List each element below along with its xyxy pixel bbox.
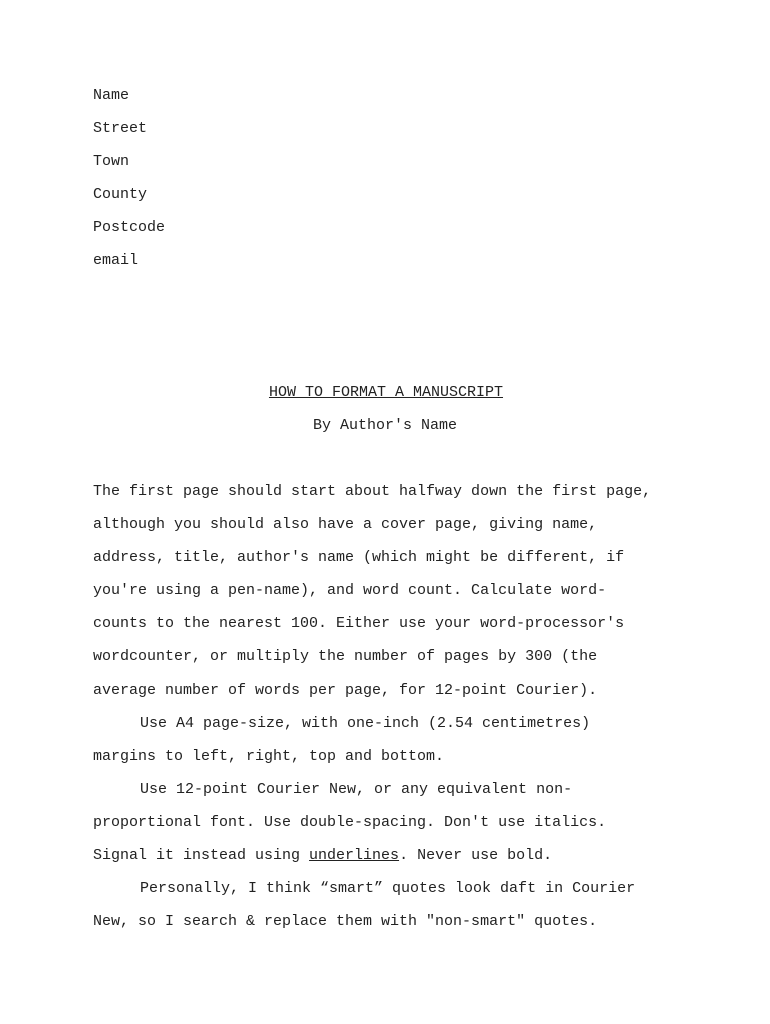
paragraph-line: you're using a pen-name), and word count. Calculate word- xyxy=(93,582,607,600)
title-block xyxy=(0,383,770,449)
text-run: Signal it instead using xyxy=(93,847,310,865)
address-email: email xyxy=(93,252,139,269)
author-byline: By Author's Name xyxy=(312,417,458,434)
paragraph-4 xyxy=(93,879,693,945)
paragraph-line: Use A4 page-size, with one-inch (2.54 centimetres) xyxy=(140,714,591,732)
paragraph-line: although you should also have a cover page, giving name, xyxy=(93,516,598,534)
underlined-word: underlines xyxy=(309,847,400,865)
address-name: Name xyxy=(93,87,130,104)
paragraph-line: margins to left, right, top and bottom. xyxy=(93,747,445,765)
address-postcode: Postcode xyxy=(93,219,166,236)
paragraph-2 xyxy=(93,714,693,780)
text-run: . Never use bold. xyxy=(399,847,553,865)
address-town: Town xyxy=(93,153,130,170)
paragraph-line: counts to the nearest 100. Either use your word-processor's xyxy=(93,615,625,633)
paragraph-line: address, title, author's name (which might be different, if xyxy=(93,549,625,567)
address-county: County xyxy=(93,186,148,203)
paragraph-line-with-underline xyxy=(93,846,693,879)
paragraph-line: Use 12-point Courier New, or any equivalent non- xyxy=(140,780,573,798)
paragraph-line: The first page should start about halfway down the first page, xyxy=(93,483,652,500)
paragraph-line: proportional font. Use double-spacing. Don't use italics. xyxy=(93,813,607,831)
manuscript-title: HOW TO FORMAT A MANUSCRIPT xyxy=(268,384,504,401)
paragraph-line: New, so I search & replace them with "non-smart" quotes. xyxy=(93,913,598,931)
paragraph-3 xyxy=(93,780,693,879)
paragraph-line: average number of words per page, for 12-point Courier). xyxy=(93,681,598,699)
manuscript-body xyxy=(93,482,693,945)
author-address-block xyxy=(93,86,165,284)
paragraph-line: wordcounter, or multiply the number of pages by 300 (the xyxy=(93,648,598,666)
paragraph-1 xyxy=(93,482,693,714)
address-street: Street xyxy=(93,120,148,137)
paragraph-line: Personally, I think “smart” quotes look daft in Courier xyxy=(140,880,636,898)
